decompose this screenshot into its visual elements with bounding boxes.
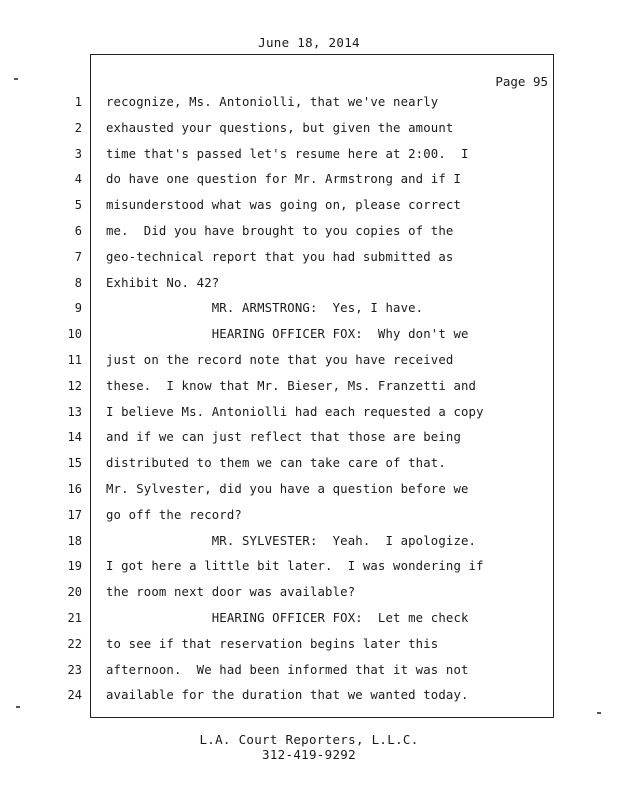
line-number: 19 [67,559,82,574]
line-number: 12 [67,378,82,393]
line-number: 23 [67,662,82,677]
footer-company: L.A. Court Reporters, L.L.C. [199,732,419,747]
transcript-line-text: and if we can just reflect that those are being [106,430,462,445]
line-number: 7 [74,249,82,264]
line-number: 21 [67,611,82,625]
transcript-line-text: I believe Ms. Antoniolli had each requested a copy [106,404,484,419]
transcript-line-text: MR. SYLVESTER: Yeah. I apologize. [106,533,477,548]
transcript-line-text: these. I know that Mr. Bieser, Ms. Franzetti and [106,378,477,393]
transcript-line-text: HEARING OFFICER FOX: Let me check [106,611,469,625]
line-number: 4 [74,172,82,187]
transcript-line-text: I got here a little bit later. I was wondering if [106,559,484,574]
line-number: 2 [74,120,82,135]
transcript-line-text: MR. ARMSTRONG: Yes, I have. [106,301,424,316]
transcript-line-text: afternoon. We had been informed that it was not [106,662,469,677]
transcript-line-text: the room next door was available? [106,585,356,600]
line-number: 17 [67,507,82,522]
line-number: 14 [67,430,82,445]
transcript-line-text: HEARING OFFICER FOX: Why don't we [106,327,469,342]
scan-speck [14,78,18,80]
line-number: 9 [74,301,82,316]
transcript-line-text: recognize, Ms. Antoniolli, that we've nearly [106,95,439,109]
transcript-line-text: go off the record? [106,507,242,522]
line-number: 8 [74,275,82,290]
line-number: 3 [74,146,82,161]
page-date-header: June 18, 2014 [258,35,360,50]
transcript-line-text: exhausted your questions, but given the amount [106,120,454,135]
line-number: 16 [67,482,82,496]
line-number: 5 [74,198,82,213]
line-number: 22 [67,636,82,651]
page-number: Page 95 [495,74,548,89]
transcript-line-text: Mr. Sylvester, did you have a question before we [106,482,469,496]
line-number: 6 [74,224,82,238]
footer-phone: 312-419-9292 [262,747,356,762]
transcript-line-text: time that's passed let's resume here at 2:00. I [106,146,469,161]
line-number: 15 [67,456,82,471]
transcript-line-text: do have one question for Mr. Armstrong and if I [106,172,462,187]
line-number: 10 [67,327,82,342]
line-number: 20 [67,585,82,600]
scan-speck [597,712,601,714]
scan-speck [16,706,20,708]
transcript-line-text: to see if that reservation begins later this [106,636,439,651]
line-number-margin-rule [90,54,91,718]
line-number: 24 [67,688,82,703]
line-number: 11 [67,353,82,367]
transcript-line-text: available for the duration that we wanted today. [106,688,469,703]
transcript-line-text: me. Did you have brought to you copies of the [106,224,454,238]
line-number: 1 [74,95,82,109]
transcript-line-text: just on the record note that you have received [106,353,454,367]
line-number: 18 [67,533,82,548]
transcript-line-text: Exhibit No. 42? [106,275,220,290]
transcript-line-text: geo-technical report that you had submitted as [106,249,454,264]
transcript-line-text: misunderstood what was going on, please correct [106,198,462,213]
transcript-line-text: distributed to them we can take care of that. [106,456,446,471]
line-number: 13 [67,404,82,419]
